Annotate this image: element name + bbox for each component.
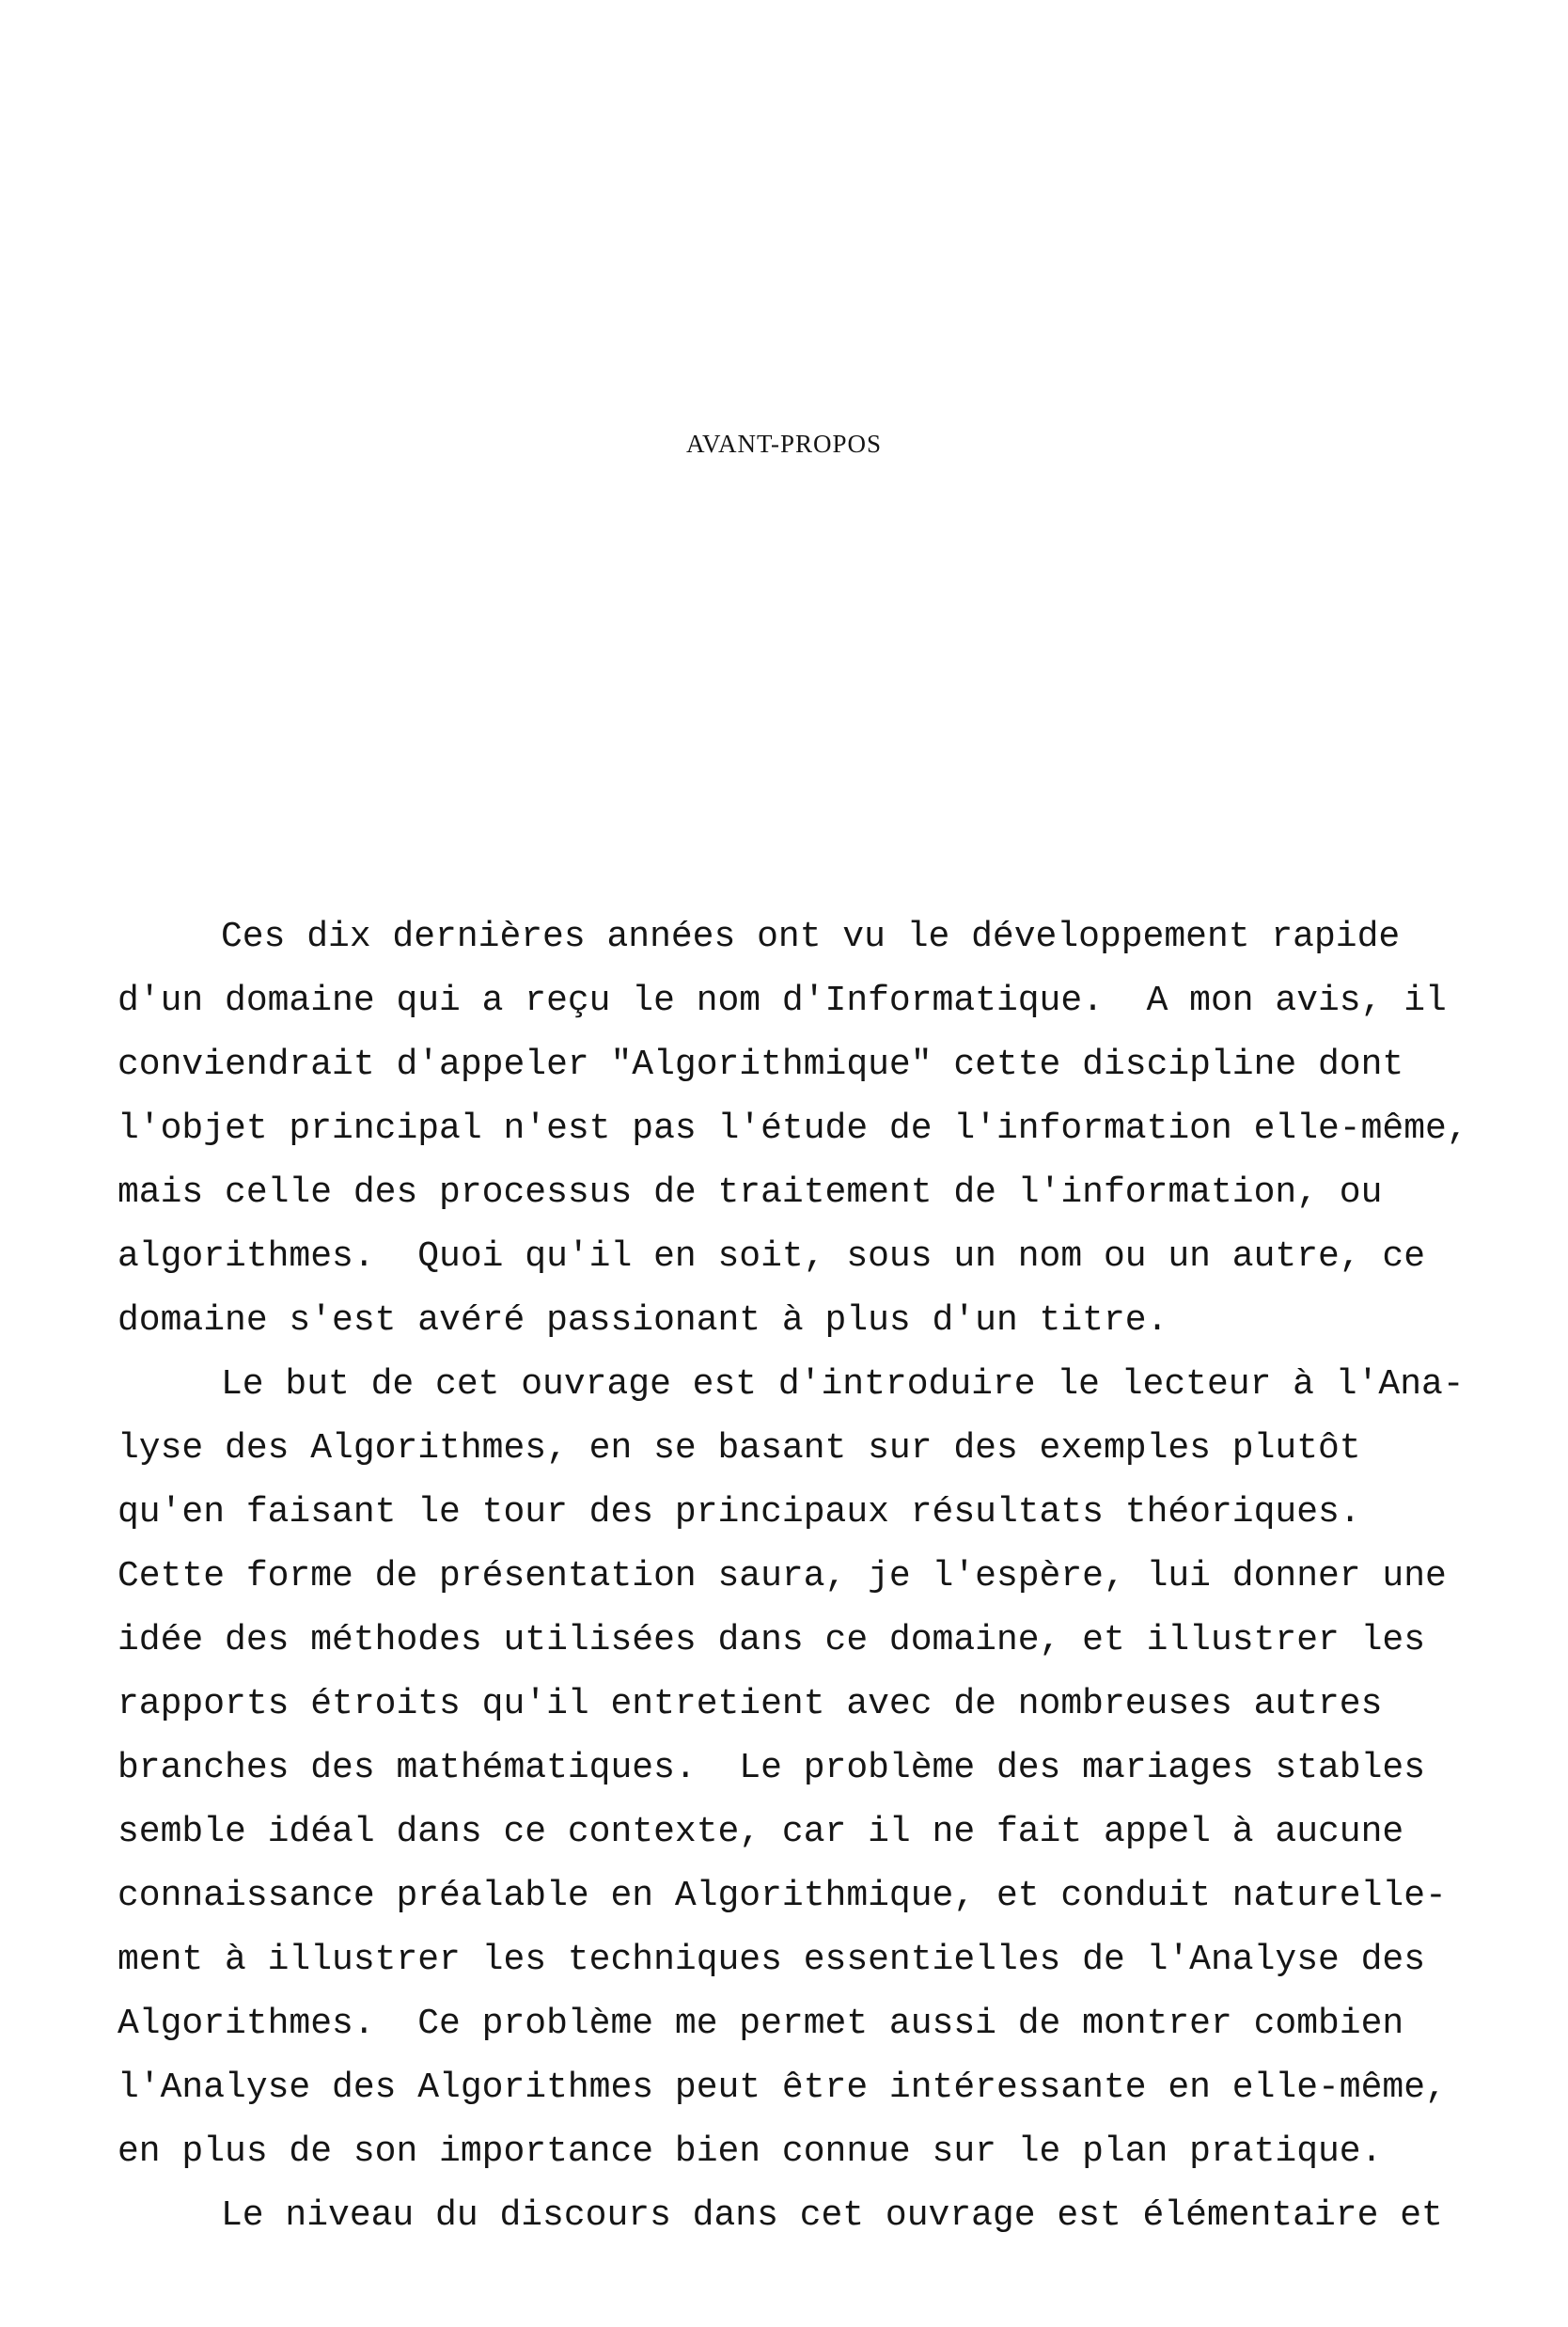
- text-line: domaine s'est avéré passionant à plus d'un titre.: [118, 1300, 1168, 1341]
- text-line: conviendrait d'appeler "Algorithmique" cette discipline dont: [118, 1045, 1404, 1085]
- text-line: ment à illustrer les techniques essentielles de l'Analyse des: [118, 1940, 1426, 1980]
- text-line: connaissance préalable en Algorithmique, et conduit naturelle-: [118, 1876, 1447, 1916]
- text-line: branches des mathématiques. Le problème des mariages stables: [118, 1748, 1426, 1788]
- text-line: Le niveau du discours dans cet ouvrage est élémentaire et: [221, 2195, 1443, 2236]
- page-title: AVANT-PROPOS: [685, 430, 883, 458]
- text-line: lyse des Algorithmes, en se basant sur des exemples plutôt: [118, 1428, 1361, 1469]
- text-line: l'Analyse des Algorithmes peut être intéressante en elle-même,: [118, 2068, 1447, 2108]
- text-line: Cette forme de présentation saura, je l'espère, lui donner une: [118, 1556, 1447, 1596]
- text-line: semble idéal dans ce contexte, car il ne fait appel à aucune: [118, 1812, 1404, 1852]
- text-line: d'un domaine qui a reçu le nom d'Informatique. A mon avis, il: [118, 981, 1447, 1021]
- text-line: rapports étroits qu'il entretient avec de nombreuses autres: [118, 1684, 1383, 1724]
- text-line: l'objet principal n'est pas l'étude de l'information elle-même,: [118, 1108, 1468, 1149]
- text-line: en plus de son importance bien connue sur le plan pratique.: [118, 2131, 1383, 2172]
- text-line: Algorithmes. Ce problème me permet aussi de montrer combien: [118, 2004, 1404, 2044]
- text-line: qu'en faisant le tour des principaux résultats théoriques.: [118, 1492, 1361, 1533]
- text-line: algorithmes. Quoi qu'il en soit, sous un nom ou un autre, ce: [118, 1236, 1426, 1277]
- text-line: idée des méthodes utilisées dans ce domaine, et illustrer les: [118, 1620, 1426, 1660]
- text-line: Le but de cet ouvrage est d'introduire le lecteur à l'Ana-: [221, 1364, 1465, 1405]
- text-line: mais celle des processus de traitement de l'information, ou: [118, 1172, 1383, 1213]
- text-line: Ces dix dernières années ont vu le développement rapide: [221, 917, 1401, 957]
